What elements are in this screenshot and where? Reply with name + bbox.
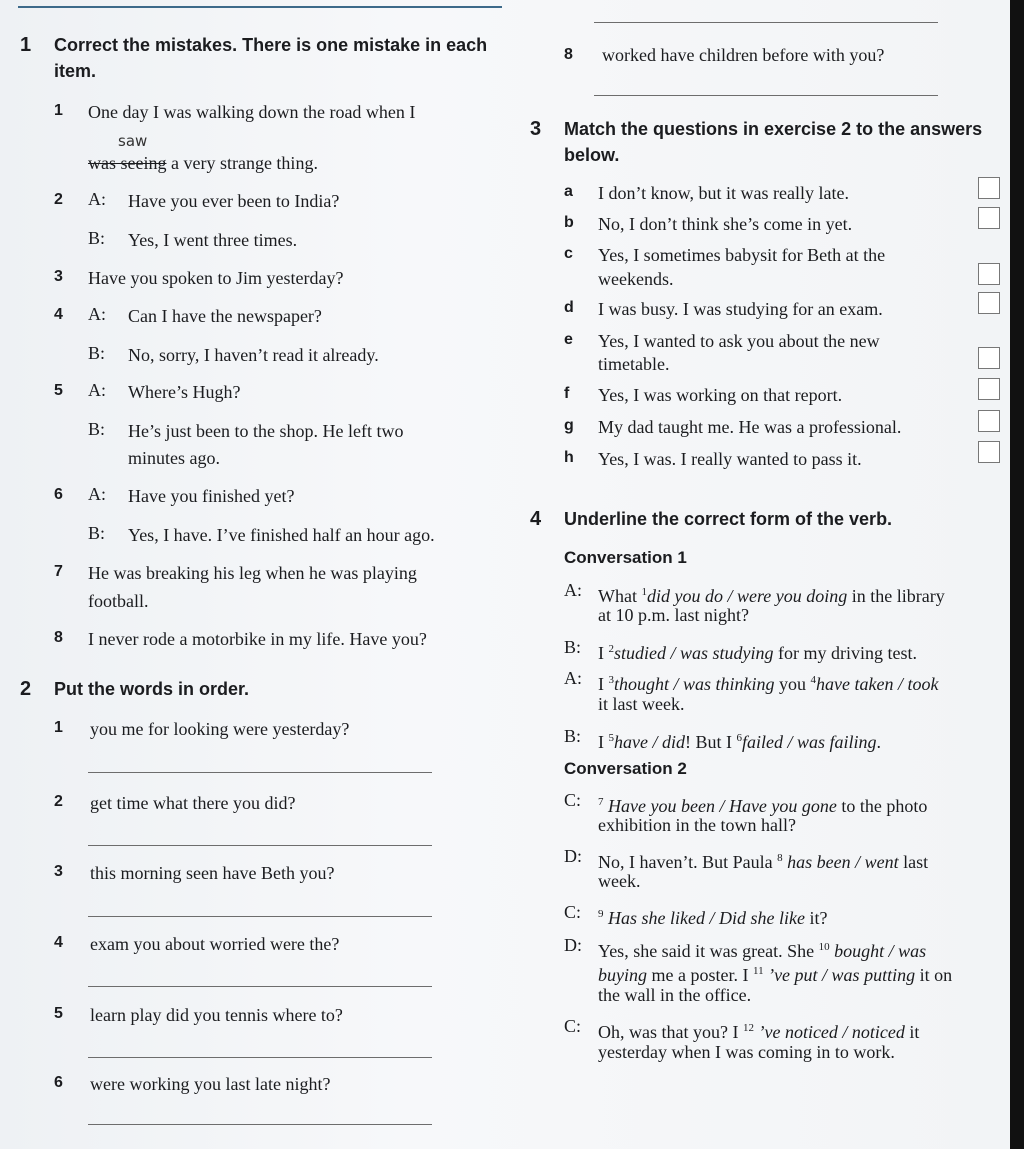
speaker: C: <box>564 902 582 922</box>
answer-line[interactable] <box>88 772 432 773</box>
verb-options[interactable]: have / did <box>614 732 685 752</box>
verb-options[interactable]: bought / was <box>834 941 927 961</box>
text-part: Yes, she said it was great. She <box>598 941 819 961</box>
answer-text: Yes, I sometimes babysit for Beth at the <box>598 245 886 265</box>
exercise-4-title <box>530 506 1000 532</box>
struck-text: was seeing <box>88 153 167 173</box>
line-cont: exhibition in the town hall? <box>598 815 796 835</box>
verb-options[interactable]: Have you been / Have you gone <box>608 796 837 816</box>
speaker: A: <box>564 668 582 688</box>
line-b: No, sorry, I haven’t read it already. <box>128 345 379 365</box>
answer-letter: g <box>564 417 574 434</box>
gap-number: 12 <box>742 1022 754 1034</box>
text-part: No, I haven’t. But Paula <box>598 852 778 872</box>
speaker-a: A: <box>88 484 106 504</box>
line-cont: week. <box>598 871 641 891</box>
answer-letter: b <box>564 214 574 231</box>
gap-number: 5 <box>608 732 614 744</box>
item-text: He was breaking his leg when he was playing <box>88 563 417 583</box>
gap-number: 4 <box>810 674 817 686</box>
speaker-a: A: <box>88 380 106 400</box>
answer-box[interactable] <box>978 207 1000 229</box>
verb-options[interactable]: thought / was thinking <box>614 674 775 694</box>
text-part: I <box>598 643 609 663</box>
speaker-b: B: <box>88 228 106 248</box>
gap-number: 9 <box>598 908 604 920</box>
exercise-1-title <box>20 32 510 84</box>
item-text: exam you about worried were the? <box>90 934 340 954</box>
item-text: get time what there you did? <box>90 793 296 813</box>
item-number: 2 <box>54 793 63 810</box>
handwritten-correction: saw <box>118 132 148 150</box>
exercise-number: 2 <box>20 678 32 700</box>
speaker-a: A: <box>88 189 106 209</box>
item-number: 3 <box>54 863 63 880</box>
text-part: in the library <box>847 586 945 606</box>
line-text <box>598 637 917 665</box>
answer-text-cont: weekends. <box>598 269 674 289</box>
answer-box[interactable] <box>978 292 1000 314</box>
exercise-number: 4 <box>530 508 542 530</box>
line-b: He’s just been to the shop. He left two <box>128 421 404 441</box>
speaker: C: <box>564 1016 582 1036</box>
item-number: 6 <box>54 486 63 503</box>
line-a: Have you ever been to India? <box>128 191 340 211</box>
exercise-instruction: Underline the correct form of the verb. <box>564 509 893 529</box>
answer-text: Yes, I was working on that report. <box>598 385 843 405</box>
answer-letter: c <box>564 245 573 262</box>
item-text: One day I was walking down the road when I <box>88 102 416 122</box>
text-part: it <box>904 1022 920 1042</box>
line-text <box>598 902 827 930</box>
item-number: 1 <box>54 102 63 119</box>
item-number: 8 <box>564 46 573 63</box>
line-a: Can I have the newspaper? <box>128 306 322 326</box>
answer-box[interactable] <box>978 378 1000 400</box>
conversation-1-heading: Conversation 1 <box>564 548 687 567</box>
answer-box[interactable] <box>978 410 1000 432</box>
speaker-a: A: <box>88 304 106 324</box>
answer-box[interactable] <box>978 263 1000 285</box>
item-text-end: a very strange thing. <box>166 153 318 173</box>
verb-options[interactable]: have taken / took <box>816 674 939 694</box>
exercise-number: 1 <box>20 34 32 56</box>
item-number: 5 <box>54 382 63 399</box>
answer-letter: e <box>564 331 573 348</box>
speaker: D: <box>564 846 582 866</box>
item-text-cont: football. <box>88 591 149 611</box>
gap-number: 1 <box>641 586 647 598</box>
answer-line[interactable] <box>88 1057 432 1058</box>
answer-text: No, I don’t think she’s come in yet. <box>598 214 853 234</box>
line-text <box>598 726 881 754</box>
item-number: 5 <box>54 1005 63 1022</box>
item-number: 6 <box>54 1074 63 1091</box>
item-number: 8 <box>54 629 63 646</box>
gap-number: 8 <box>777 852 783 864</box>
gap-number: 11 <box>752 965 764 977</box>
text-part: last <box>898 852 929 872</box>
line-text <box>598 846 928 874</box>
answer-text: My dad taught me. He was a professional. <box>598 417 902 437</box>
speaker: C: <box>564 790 582 810</box>
answer-letter: h <box>564 449 574 466</box>
text-part: it on <box>915 965 953 985</box>
line-cont: at 10 p.m. last night? <box>598 605 749 625</box>
top-rule <box>18 6 502 8</box>
line-a: Where’s Hugh? <box>128 382 241 402</box>
answer-text: I don’t know, but it was really late. <box>598 183 849 203</box>
answer-text: Yes, I wanted to ask you about the new <box>598 331 880 351</box>
text-part: I <box>598 732 609 752</box>
line-cont: yesterday when I was coming in to work. <box>598 1042 895 1062</box>
answer-text: I was busy. I was studying for an exam. <box>598 299 883 319</box>
speaker-b: B: <box>88 523 106 543</box>
text-part: . <box>876 732 881 752</box>
speaker-b: B: <box>88 343 106 363</box>
answer-line[interactable] <box>88 916 432 917</box>
item-number: 7 <box>54 563 63 580</box>
item-number: 3 <box>54 268 63 285</box>
answer-box[interactable] <box>978 441 1000 463</box>
answer-text: Yes, I was. I really wanted to pass it. <box>598 449 862 469</box>
answer-letter: a <box>564 183 573 200</box>
speaker: A: <box>564 580 582 600</box>
exercise-instruction: Put the words in order. <box>54 679 250 699</box>
speaker: B: <box>564 637 582 657</box>
verb-options[interactable]: ’ve put / was putting <box>768 965 916 985</box>
answer-line[interactable] <box>88 1124 432 1125</box>
speaker: B: <box>564 726 582 746</box>
text-part: ! But I <box>684 732 737 752</box>
conversation-2-heading: Conversation 2 <box>564 759 687 778</box>
gap-number: 7 <box>598 796 604 808</box>
line-b: Yes, I went three times. <box>128 230 298 250</box>
answer-line[interactable] <box>88 986 432 987</box>
text-part: me a poster. I <box>647 965 753 985</box>
text-part: for my driving test. <box>773 643 917 663</box>
item-text: I never rode a motorbike in my life. Have you? <box>88 629 427 649</box>
verb-options[interactable]: studied / was studying <box>614 643 774 663</box>
item-number: 1 <box>54 719 63 736</box>
line-a: Have you finished yet? <box>128 486 295 506</box>
text-part: you <box>774 674 811 694</box>
speaker: D: <box>564 935 582 955</box>
item-text: you me for looking were yesterday? <box>90 719 350 739</box>
answer-line[interactable] <box>594 22 938 23</box>
line-b: Yes, I have. I’ve finished half an hour ago. <box>128 525 435 545</box>
verb-options[interactable]: has been / went <box>787 852 899 872</box>
item-number: 2 <box>54 191 63 208</box>
answer-letter: f <box>564 385 570 402</box>
exercise-2-title <box>20 676 510 702</box>
gap-number: 3 <box>608 674 614 686</box>
verb-options[interactable]: did you do / were you doing <box>646 586 848 606</box>
verb-options[interactable]: Has she liked / Did she like <box>608 908 805 928</box>
text-part: it? <box>804 908 828 928</box>
text-part: Oh, was that you? I <box>598 1022 743 1042</box>
line-b-cont: minutes ago. <box>128 448 220 468</box>
text-part: I <box>598 674 609 694</box>
answer-text-cont: timetable. <box>598 354 670 374</box>
answer-box[interactable] <box>978 347 1000 369</box>
text-part: What <box>598 586 642 606</box>
answer-line[interactable] <box>88 845 432 846</box>
item-text: this morning seen have Beth you? <box>90 863 335 883</box>
item-text: Have you spoken to Jim yesterday? <box>88 268 344 288</box>
item-text: learn play did you tennis where to? <box>90 1005 343 1025</box>
item-text: were working you last late night? <box>90 1074 331 1094</box>
verb-options[interactable]: failed / was failing <box>741 732 877 752</box>
answer-letter: d <box>564 299 574 316</box>
gap-number: 6 <box>736 732 742 744</box>
gap-number: 2 <box>608 643 614 655</box>
line-cont: the wall in the office. <box>598 985 752 1005</box>
answer-line[interactable] <box>594 95 938 96</box>
exercise-number: 3 <box>530 118 542 140</box>
exercise-instruction: Correct the mistakes. There is one mistake in each item. <box>54 35 488 81</box>
line-cont: it last week. <box>598 694 685 714</box>
gap-number: 10 <box>818 941 830 953</box>
page-edge <box>1010 0 1024 1149</box>
speaker-b: B: <box>88 419 106 439</box>
verb-options[interactable]: ’ve noticed / noticed <box>758 1022 905 1042</box>
item-text: worked have children before with you? <box>602 45 885 65</box>
text-part: to the photo <box>836 796 928 816</box>
item-number: 4 <box>54 306 63 323</box>
exercise-instruction: Match the questions in exercise 2 to the answers below. <box>564 119 983 165</box>
exercise-3-title <box>530 116 990 168</box>
verb-options[interactable]: buying <box>598 965 647 985</box>
answer-box[interactable] <box>978 177 1000 199</box>
item-text <box>88 151 318 175</box>
item-number: 4 <box>54 934 63 951</box>
